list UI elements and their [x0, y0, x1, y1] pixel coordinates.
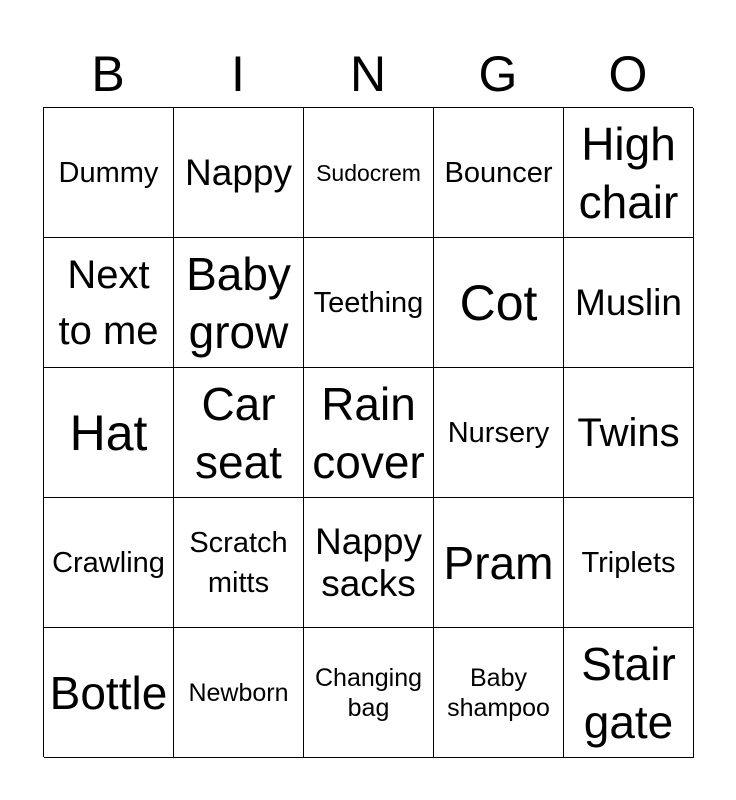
bingo-cell-text: Sudocrem — [316, 159, 421, 186]
bingo-cell[interactable] — [434, 108, 564, 238]
bingo-cell-text: Bottle — [49, 666, 168, 719]
bingo-cell[interactable] — [44, 628, 174, 758]
bingo-cell-text: Baby shampoo — [447, 663, 550, 722]
bingo-cell-text: Twins — [577, 410, 680, 455]
bingo-cell[interactable] — [304, 368, 434, 498]
bingo-cell-text: Next to me — [58, 252, 159, 353]
header-letter-b: B — [91, 46, 125, 102]
bingo-cell[interactable] — [174, 238, 304, 368]
header-letter-n: N — [349, 46, 387, 102]
bingo-cell[interactable] — [174, 368, 304, 498]
bingo-cell-text: Triplets — [581, 546, 676, 579]
bingo-cell[interactable] — [434, 498, 564, 628]
bingo-cell-text: Teething — [313, 286, 424, 319]
bingo-cell-text: Newborn — [188, 678, 289, 707]
bingo-cell[interactable] — [304, 498, 434, 628]
bingo-cell-text: Scratch mitts — [189, 526, 288, 599]
bingo-card-grid — [43, 107, 693, 757]
bingo-cell[interactable] — [304, 238, 434, 368]
bingo-cell-text: Nappy — [185, 151, 292, 193]
bingo-cell-text: Rain cover — [312, 377, 425, 488]
bingo-cell[interactable] — [304, 108, 434, 238]
bingo-cell-text: Stair gate — [581, 637, 676, 748]
bingo-cell-text: Car seat — [195, 377, 282, 488]
bingo-cell-text: Baby grow — [186, 247, 291, 358]
bingo-cell[interactable] — [564, 238, 694, 368]
bingo-cell-text: Changing bag — [314, 663, 423, 722]
bingo-cell[interactable] — [564, 108, 694, 238]
bingo-cell-text: Pram — [443, 536, 554, 589]
bingo-cell[interactable] — [304, 628, 434, 758]
header-letter-o: O — [608, 46, 648, 102]
header-letter-g: G — [478, 46, 518, 102]
bingo-cell-text: Hat — [69, 404, 148, 461]
bingo-header — [43, 40, 693, 108]
bingo-cell[interactable] — [44, 368, 174, 498]
bingo-cell-text: Nappy sacks — [315, 520, 422, 604]
bingo-cell[interactable] — [174, 108, 304, 238]
bingo-cell-text: Dummy — [58, 156, 159, 189]
bingo-cell[interactable] — [174, 628, 304, 758]
bingo-cell-text: Muslin — [575, 281, 682, 323]
bingo-cell[interactable] — [434, 238, 564, 368]
bingo-cell[interactable] — [434, 368, 564, 498]
bingo-cell-text: Crawling — [52, 546, 165, 579]
bingo-cell[interactable] — [44, 498, 174, 628]
bingo-cell-text: Nursery — [447, 416, 550, 449]
bingo-cell[interactable] — [174, 498, 304, 628]
bingo-cell[interactable] — [44, 238, 174, 368]
bingo-cell-text: Cot — [459, 274, 538, 331]
bingo-cell[interactable] — [434, 628, 564, 758]
bingo-cell-text: Bouncer — [444, 156, 553, 189]
bingo-cell[interactable] — [564, 498, 694, 628]
bingo-cell[interactable] — [564, 628, 694, 758]
header-letter-i: I — [231, 46, 245, 102]
bingo-cell[interactable] — [44, 108, 174, 238]
bingo-cell[interactable] — [564, 368, 694, 498]
bingo-cell-text: High chair — [578, 117, 679, 228]
